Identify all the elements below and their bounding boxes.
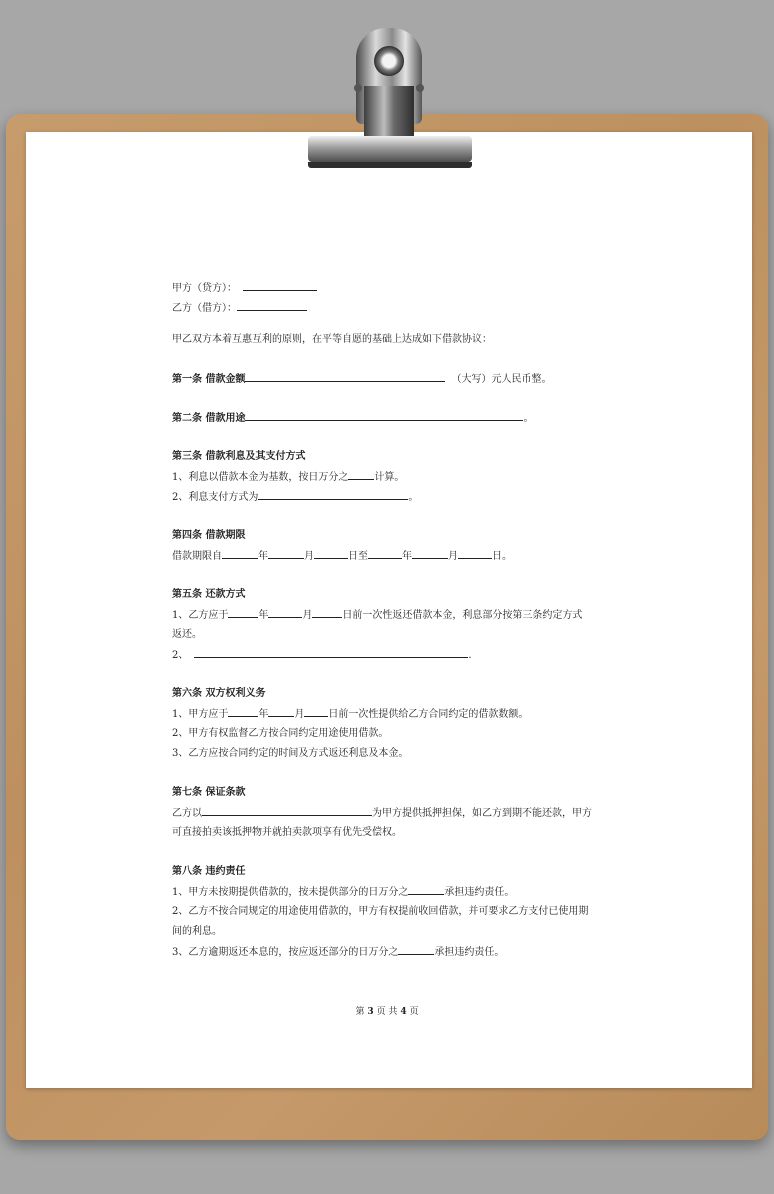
article-4-line-1: 借款期限自 年 月 日至 年 月 日。	[172, 546, 612, 566]
article-5-title: 第五条 还款方式	[172, 589, 246, 600]
party-a-blank	[243, 278, 317, 291]
article-7-line-1: 乙方以 为甲方提供抵押担保，如乙方到期不能还款，甲方	[172, 803, 612, 823]
article-5-line-2: 返还。	[172, 629, 202, 640]
party-a-line: 甲方（贷方）：	[172, 278, 612, 298]
intro-text: 甲乙双方本着互惠互利的原则，在平等自愿的基础上达成如下借款协议：	[172, 334, 492, 345]
article-2: 第二条 借款用途 。	[172, 408, 612, 428]
article-3-title: 第三条 借款利息及其支付方式	[172, 451, 306, 462]
party-b-blank	[237, 298, 307, 311]
article-6-line-3: 3、乙方应按合同约定的时间及方式返还利息及本金。	[172, 748, 409, 759]
article-8-line-2: 2、乙方不按合同规定的用途使用借款的，甲方有权提前收回借款，并可要求乙方支付已使用期	[172, 906, 589, 917]
binder-clip	[300, 28, 478, 176]
article-6-title: 第六条 双方权利义务	[172, 688, 266, 699]
article-5-line-1: 1、乙方应于 年 月 日前一次性返还借款本金，利息部分按第三条约定方式	[172, 605, 612, 625]
article-6-line-2: 2、甲方有权监督乙方按合同约定用途使用借款。	[172, 728, 389, 739]
article-8-line-3: 间的利息。	[172, 926, 222, 937]
article-5-line-3: 2、 .	[172, 645, 612, 665]
article-1: 第一条 借款金额 （大写）元人民币整。	[172, 369, 612, 389]
article-3-line-2: 2、利息支付方式为 。	[172, 487, 612, 507]
article-7-title: 第七条 保证条款	[172, 787, 246, 798]
article-8-line-1: 1、甲方未按期提供借款的，按未提供部分的日万分之 承担违约责任。	[172, 882, 612, 902]
article-8-title: 第八条 违约责任	[172, 866, 246, 877]
article-6-line-1: 1、甲方应于 年 月 日前一次性提供给乙方合同约定的借款数额。	[172, 704, 612, 724]
article-3-line-1: 1、利息以借款本金为基数，按日万分之 计算。	[172, 467, 612, 487]
page-number: 第 3 页 共 4 页	[355, 1007, 419, 1017]
party-b-line: 乙方（借方）：	[172, 298, 612, 318]
article-8-line-4: 3、乙方逾期返还本息的，按应返还部分的日万分之 承担违约责任。	[172, 942, 612, 962]
loan-agreement-text	[172, 278, 612, 962]
article-4-title: 第四条 借款期限	[172, 530, 246, 541]
article-7-line-2: 可直接拍卖该抵押物并就拍卖款项享有优先受偿权。	[172, 827, 402, 838]
